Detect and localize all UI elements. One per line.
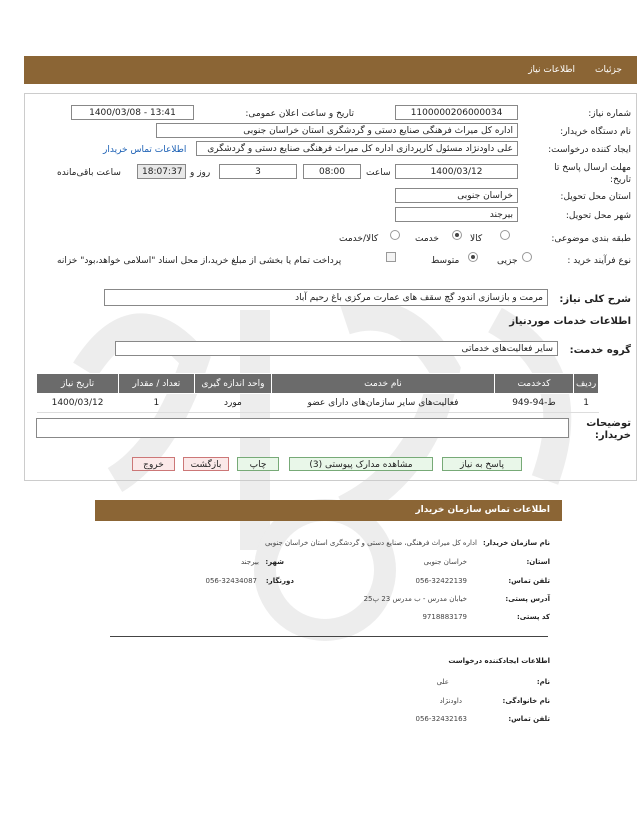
payment-checkbox[interactable] xyxy=(386,252,396,262)
contact-org-label: نام سازمان خریدار: xyxy=(482,539,550,547)
cell-row-no: 1 xyxy=(574,394,599,413)
contact-phone-value: 056-32422139 xyxy=(415,577,467,585)
creator-lastname-label: نام خانوادگی: xyxy=(502,697,550,705)
category-goods-service-label: کالا/خدمت xyxy=(339,234,379,244)
deadline-label: مهلت ارسال پاسخ تا تاریخ: xyxy=(554,163,631,185)
table-header-row xyxy=(37,374,599,394)
remaining-label: ساعت باقی‌مانده xyxy=(57,168,121,178)
category-goods-service-radio[interactable] xyxy=(390,230,400,240)
city-label: شهر محل تحویل: xyxy=(565,211,631,221)
reply-button[interactable]: پاسخ به نیاز xyxy=(442,457,522,471)
contact-address-value: خیابان مدرس - ب مدرس 23 پ25 xyxy=(363,595,467,603)
creator-phone-value: 056-32432163 xyxy=(415,715,467,723)
category-goods-radio[interactable] xyxy=(500,230,510,240)
creator-info-title: اطلاعات ایجادکننده درخواست xyxy=(448,657,550,665)
days-label: روز و xyxy=(190,168,211,178)
contact-province-label: استان: xyxy=(526,558,550,566)
exit-button[interactable]: خروج xyxy=(132,457,175,471)
contact-postal-value: 9718883179 xyxy=(422,613,467,621)
contact-fax-label: دورنگار: xyxy=(265,577,294,585)
col-header-code: کدخدمت xyxy=(494,374,573,394)
col-header-date: تاریخ نیاز xyxy=(37,374,119,394)
category-goods-label: کالا xyxy=(470,234,483,244)
buyer-label: نام دستگاه خریدار: xyxy=(560,127,631,137)
province-field: خراسان جنوبی xyxy=(395,188,518,203)
category-service-radio[interactable] xyxy=(452,230,462,240)
contact-header-bar xyxy=(95,500,562,521)
col-header-row-no: ردیف xyxy=(574,374,599,394)
attachments-button[interactable]: مشاهده مدارک پیوستی (3) xyxy=(289,457,433,471)
process-medium-label: متوسط xyxy=(431,256,460,266)
notes-field xyxy=(36,418,569,438)
category-label: طبقه بندی موضوعی: xyxy=(551,234,631,244)
creator-lastname-value: داودنژاد xyxy=(439,697,462,705)
services-title: اطلاعات خدمات موردنیاز xyxy=(509,316,631,327)
contact-city-value: بیرجند xyxy=(240,558,259,566)
creator-label: ایجاد کننده درخواست: xyxy=(548,145,631,155)
col-header-qty: تعداد / مقدار xyxy=(119,374,195,394)
summary-field: مرمت و بازسازی اندود گچ سقف های عمارت مرکزی باغ رحیم آباد xyxy=(104,289,548,306)
cell-date: 1400/03/12 xyxy=(37,394,119,413)
col-header-unit: واحد اندازه گیری xyxy=(194,374,271,394)
creator-field: علی داودنژاد مسئول کارپردازی اداره کل میراث فرهنگی صنایع دستی و گردشگری xyxy=(196,141,518,156)
need-info-tab[interactable]: اطلاعات نیاز xyxy=(528,65,575,75)
service-group-field: سایر فعالیت‌های خدماتی xyxy=(115,341,558,356)
notes-label: توضیحات خریدار: xyxy=(586,418,631,441)
buyer-field: اداره کل میراث فرهنگی صنایع دستی و گردشگری استان خراسان جنوبی xyxy=(156,123,518,138)
category-service-label: خدمت xyxy=(415,234,439,244)
contact-city-label: شهر: xyxy=(265,558,284,566)
days-field: 3 xyxy=(219,164,297,179)
contact-fax-value: 056-32434087 xyxy=(205,577,257,585)
city-field: بیرجند xyxy=(395,207,518,222)
cell-qty: 1 xyxy=(119,394,195,413)
need-number-field: 1100000206000034 xyxy=(395,105,518,120)
cell-unit: مورد xyxy=(194,394,271,413)
contact-province-value: خراسان جنوبی xyxy=(423,558,467,566)
details-tab[interactable]: جزئیات xyxy=(595,65,622,75)
contact-address-label: آدرس پستی: xyxy=(505,595,550,603)
process-medium-radio[interactable] xyxy=(468,252,478,262)
contact-org-value: اداره کل میراث فرهنگی، صنایع دستی و گردشگری استان خراسان جنوبی xyxy=(264,539,477,547)
process-partial-radio[interactable] xyxy=(522,252,532,262)
services-table xyxy=(36,373,599,413)
cell-code: ط-94-949 xyxy=(494,394,573,413)
buyer-contact-link[interactable]: اطلاعات تماس خریدار xyxy=(103,145,187,155)
back-button[interactable]: بازگشت xyxy=(183,457,229,471)
contact-title: اطلاعات تماس سازمان خریدار xyxy=(415,505,550,515)
creator-name-value: علی xyxy=(436,678,449,686)
top-header-bar xyxy=(24,56,637,84)
creator-phone-label: تلفن تماس: xyxy=(508,715,550,723)
need-number-label: شماره نیاز: xyxy=(588,109,631,119)
deadline-time-field: 08:00 xyxy=(303,164,361,179)
contact-phone-label: تلفن تماس: xyxy=(508,577,550,585)
cell-name: فعالیت‌های سایر سازمان‌های دارای عضو xyxy=(272,394,495,413)
process-partial-label: جزیی xyxy=(497,256,518,266)
announce-date-field: 1400/03/08 - 13:41 xyxy=(71,105,194,120)
print-button[interactable]: چاپ xyxy=(237,457,279,471)
payment-note: پرداخت تمام یا بخشی از مبلغ خرید،از محل اسناد "اسلامی خواهد،بود" خزانه xyxy=(57,256,342,266)
creator-name-label: نام: xyxy=(536,678,550,686)
service-group-label: گروه خدمت: xyxy=(569,345,631,356)
deadline-date-field: 1400/03/12 xyxy=(395,164,518,179)
province-label: استان محل تحویل: xyxy=(560,192,631,202)
remaining-time-field: 18:07:37 xyxy=(137,164,186,179)
summary-label: شرح کلی نیاز: xyxy=(559,294,631,305)
process-label: نوع فرآیند خرید : xyxy=(567,256,631,266)
deadline-time-label: ساعت xyxy=(366,168,391,178)
announce-date-label: تاریخ و ساعت اعلان عمومی: xyxy=(245,109,354,119)
contact-postal-label: کد پستی: xyxy=(516,613,550,621)
col-header-name: نام خدمت xyxy=(272,374,495,394)
contact-divider xyxy=(110,636,548,637)
table-row xyxy=(37,394,599,413)
